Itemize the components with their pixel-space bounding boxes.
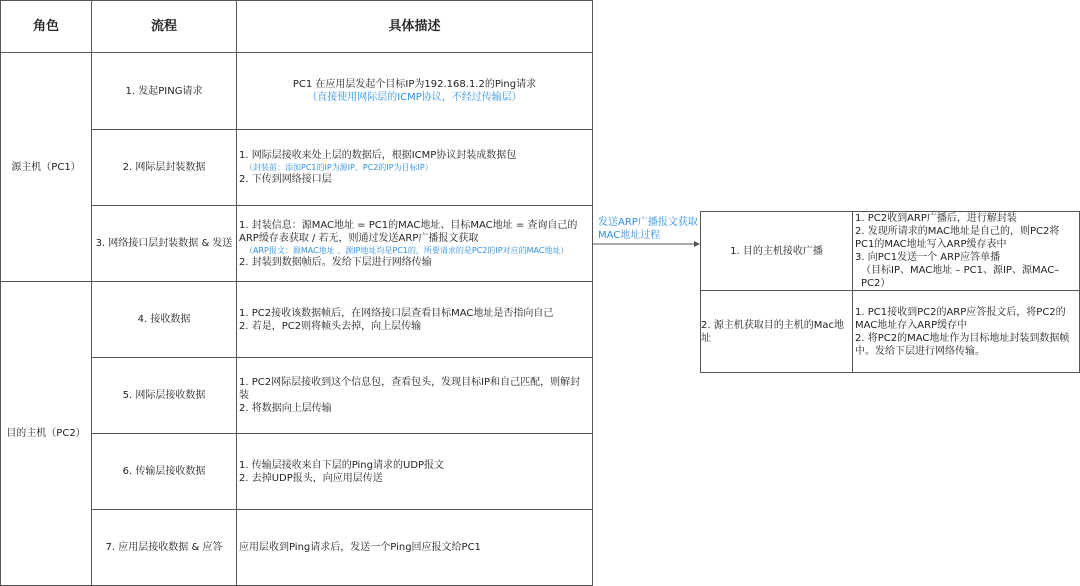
step-label-2: 2. 网际层封装数据 [91, 129, 237, 206]
step-label-7: 7. 应用层接收数据 & 应答 [91, 509, 237, 586]
step-desc-1-line-1: PC1 在应用层发起个目标IP为192.168.1.2的Ping请求 [292, 79, 537, 90]
role-source-host: 源主机（PC1） [0, 52, 92, 282]
arp-step-desc-1-line-3: 3. 向PC1发送一个 ARP应答单播 [855, 252, 1001, 263]
step-desc-1-note: （直接使用网际层的ICMP协议，不经过传输层） [307, 92, 522, 103]
step-desc-2-note: （封装前：添加PC1的IP为源IP、PC2的IP为目标IP） [245, 163, 433, 172]
step-desc-6-line-1: 1. 传输层接收来自下层的Ping请求的UDP报文 [239, 459, 445, 471]
arp-step-desc-1-line-1: 1. PC2收到ARP广播后，进行解封装 [855, 213, 1017, 224]
header-role: 角色 [0, 0, 92, 53]
step-desc-5-line-1: 1. PC2网际层接收到这个信息包，查看包头，发现目标IP和自己匹配，则解封装 [239, 377, 581, 401]
step-desc-6-line-2: 2. 去掉UDP报头，向应用层传送 [239, 472, 383, 484]
step-label-5: 5. 网际层接收数据 [91, 357, 237, 434]
arrow-label: 发送ARP广播报文获取MAC地址过程 [598, 217, 698, 241]
arp-step-label-1: 1. 目的主机接收广播 [700, 211, 853, 291]
step-desc-2-line-2: 2. 下传到网络接口层 [239, 174, 332, 185]
arp-step-desc-2 [852, 290, 1080, 373]
step-desc-5-line-2: 2. 将数据向上层传输 [239, 403, 332, 414]
role-target-host: 目的主机（PC2） [0, 281, 92, 586]
step-desc-4-line-2: 2. 若是，PC2则将帧头去掉，向上层传输 [239, 320, 422, 332]
step-desc-7-line-1: 应用层收到Ping请求后，发送一个Ping回应报文给PC1 [239, 542, 481, 553]
arp-step-desc-2-line-1: 1. PC1接收到PC2的ARP应答报文后，将PC2的MAC地址存入ARP缓存中 [855, 306, 1066, 331]
step-label-3: 3. 网络接口层封装数据 & 发送 [91, 205, 237, 282]
step-desc-3-line-2: 2. 封装到数据帧后。发给下层进行网络传输 [239, 256, 432, 268]
arp-step-desc-2-line-2: 2. 将PC2的MAC地址作为目标地址封装到数据帧中。发给下层进行网络传输。 [855, 332, 1070, 357]
header-process: 流程 [91, 0, 237, 53]
step-desc-3-line-1: 1. 封装信息：源MAC地址 = PC1的MAC地址、目标MAC地址 = 查询自己的ARP缓存表获取 / 若无，则通过发送ARP广播报文获取 [239, 219, 578, 244]
arp-step-desc-1-line-4: （目标IP、MAC地址 – PC1、源IP、源MAC–PC2） [861, 265, 1060, 289]
step-desc-2-line-1: 1. 网际层接收来处上层的数据后，根据ICMP协议封装成数据包 [239, 150, 517, 161]
arp-step-label-2: 2. 源主机获取目的主机的Mac地址 [700, 290, 853, 373]
arp-step-desc-1 [852, 211, 1080, 291]
step-label-4: 4. 接收数据 [91, 281, 237, 358]
step-desc-4-line-1: 1. PC2接收该数据帧后，在网络接口层查看目标MAC地址是否指向自己 [239, 307, 554, 319]
step-label-6: 6. 传输层接收数据 [91, 433, 237, 510]
arp-step-desc-1-line-2: 2. 发现所请求的MAC地址是自己的，则PC2将PC1的MAC地址写入ARP缓存表中 [855, 226, 1060, 250]
header-description: 具体描述 [236, 0, 593, 53]
step-label-1: 1. 发起PING请求 [91, 52, 237, 130]
step-desc-3-note: （ARP报文：源MAC地址 、源IP地址均是PC1的，所要请求的是PC2的IP对应的MAC地址） [245, 245, 569, 255]
